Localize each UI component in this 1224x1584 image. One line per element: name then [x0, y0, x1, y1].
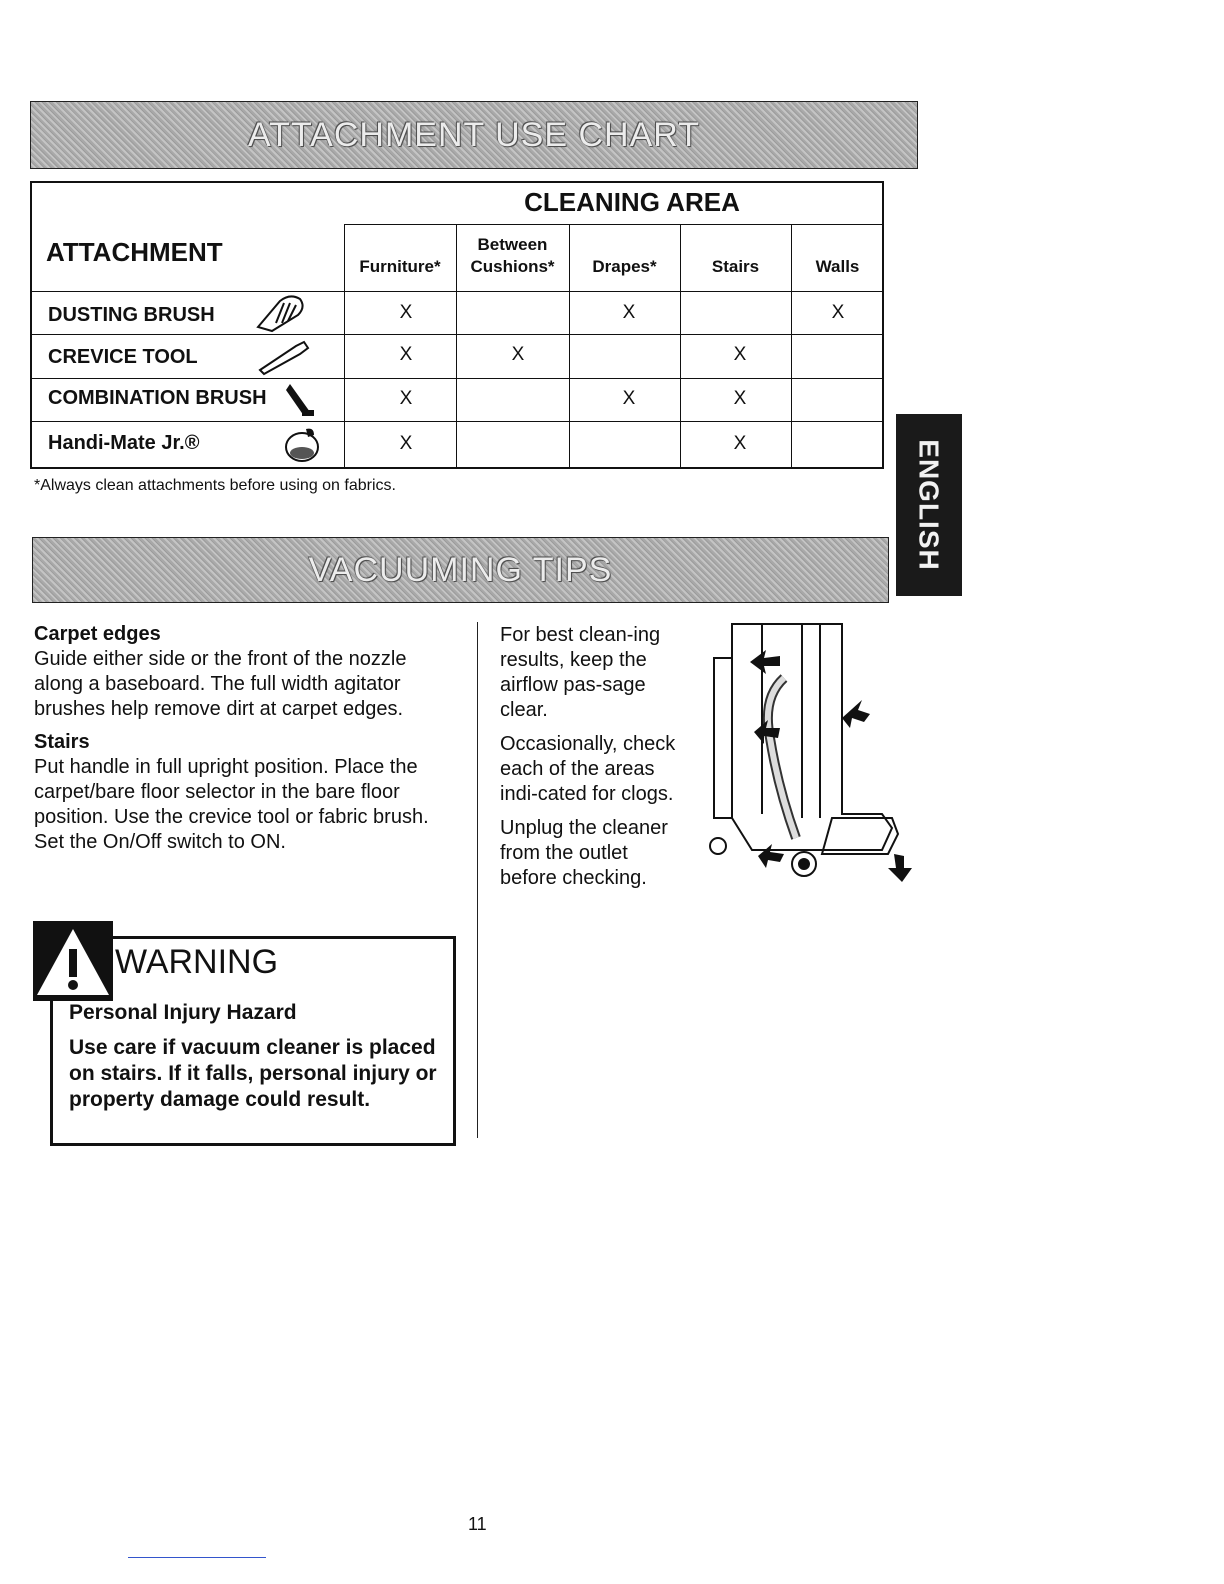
vacuuming-tips-title: VACUUMING TIPS — [308, 550, 613, 589]
attachment-use-chart — [30, 181, 884, 469]
page-number: 11 — [468, 1514, 487, 1534]
column-cushions: Cushions* — [470, 257, 555, 276]
handi-mate-icon — [282, 423, 322, 467]
row-combination-brush: COMBINATION BRUSH — [48, 387, 267, 409]
column-stairs: Stairs — [711, 257, 760, 276]
airflow-paragraph-3: Unplug the cleaner from the outlet before checking. — [500, 817, 668, 889]
row-dusting-brush: DUSTING BRUSH — [48, 304, 215, 326]
language-tab — [896, 414, 962, 596]
mark-combo-stairs: X — [733, 388, 747, 409]
bottom-rule — [128, 1557, 266, 1558]
mark-crevice-furniture: X — [399, 344, 413, 365]
tips-middle-column — [500, 623, 680, 900]
attachment-header: ATTACHMENT — [46, 237, 223, 267]
mark-dusting-drapes: X — [622, 302, 636, 323]
warning-triangle-icon — [33, 921, 113, 1001]
carpet-edges-heading: Carpet edges — [34, 623, 161, 645]
stairs-heading: Stairs — [34, 731, 90, 753]
chart-footnote: *Always clean attachments before using on fabrics. — [34, 477, 396, 494]
warning-title: WARNING — [115, 943, 279, 981]
attachment-chart-title: ATTACHMENT USE CHART — [248, 115, 700, 154]
stairs-text: Put handle in full upright position. Place the carpet/bare floor selector in the bare floor position. Use the crevice tool or fabric brush. Set the On/Off switch to ON. — [34, 756, 429, 853]
mark-crevice-stairs: X — [733, 344, 747, 365]
mark-combo-furniture: X — [399, 388, 413, 409]
language-tab-label: ENGLISH — [914, 439, 945, 571]
vacuum-cleaner-illustration — [692, 618, 916, 890]
mark-crevice-cushions: X — [511, 344, 525, 365]
row-crevice-tool: CREVICE TOOL — [48, 346, 198, 368]
column-drapes: Drapes* — [592, 257, 657, 276]
crevice-tool-icon — [256, 336, 312, 376]
mark-combo-drapes: X — [622, 388, 636, 409]
mark-handi-stairs: X — [733, 433, 747, 454]
column-walls: Walls — [815, 257, 860, 276]
mark-dusting-furniture: X — [399, 302, 413, 323]
mark-dusting-walls: X — [831, 302, 845, 323]
warning-subtitle: Personal Injury Hazard — [69, 1001, 297, 1024]
column-furniture: Furniture* — [359, 257, 441, 276]
column-divider — [477, 622, 478, 1138]
attachment-chart-banner — [30, 101, 918, 169]
column-between: Between — [477, 235, 548, 254]
mark-handi-furniture: X — [399, 433, 413, 454]
combination-brush-icon — [284, 380, 318, 420]
carpet-edges-text: Guide either side or the front of the nozzle along a baseboard. The full width agitator brushes help remove dirt at carpet edges. — [34, 648, 407, 720]
airflow-paragraph-2: Occasionally, check each of the areas indi-cated for clogs. — [500, 733, 676, 805]
tips-left-column — [34, 622, 454, 863]
row-handi-mate: Handi-Mate Jr.® — [48, 432, 200, 454]
cleaning-area-header: CLEANING AREA — [524, 187, 740, 217]
warning-text: Use care if vacuum cleaner is placed on stairs. If it falls, personal injury or property damage could result. — [69, 1036, 437, 1111]
airflow-paragraph-1: For best clean-ing results, keep the airflow pas-sage clear. — [500, 624, 661, 721]
dusting-brush-icon — [250, 293, 314, 333]
vacuuming-tips-banner — [32, 537, 889, 603]
